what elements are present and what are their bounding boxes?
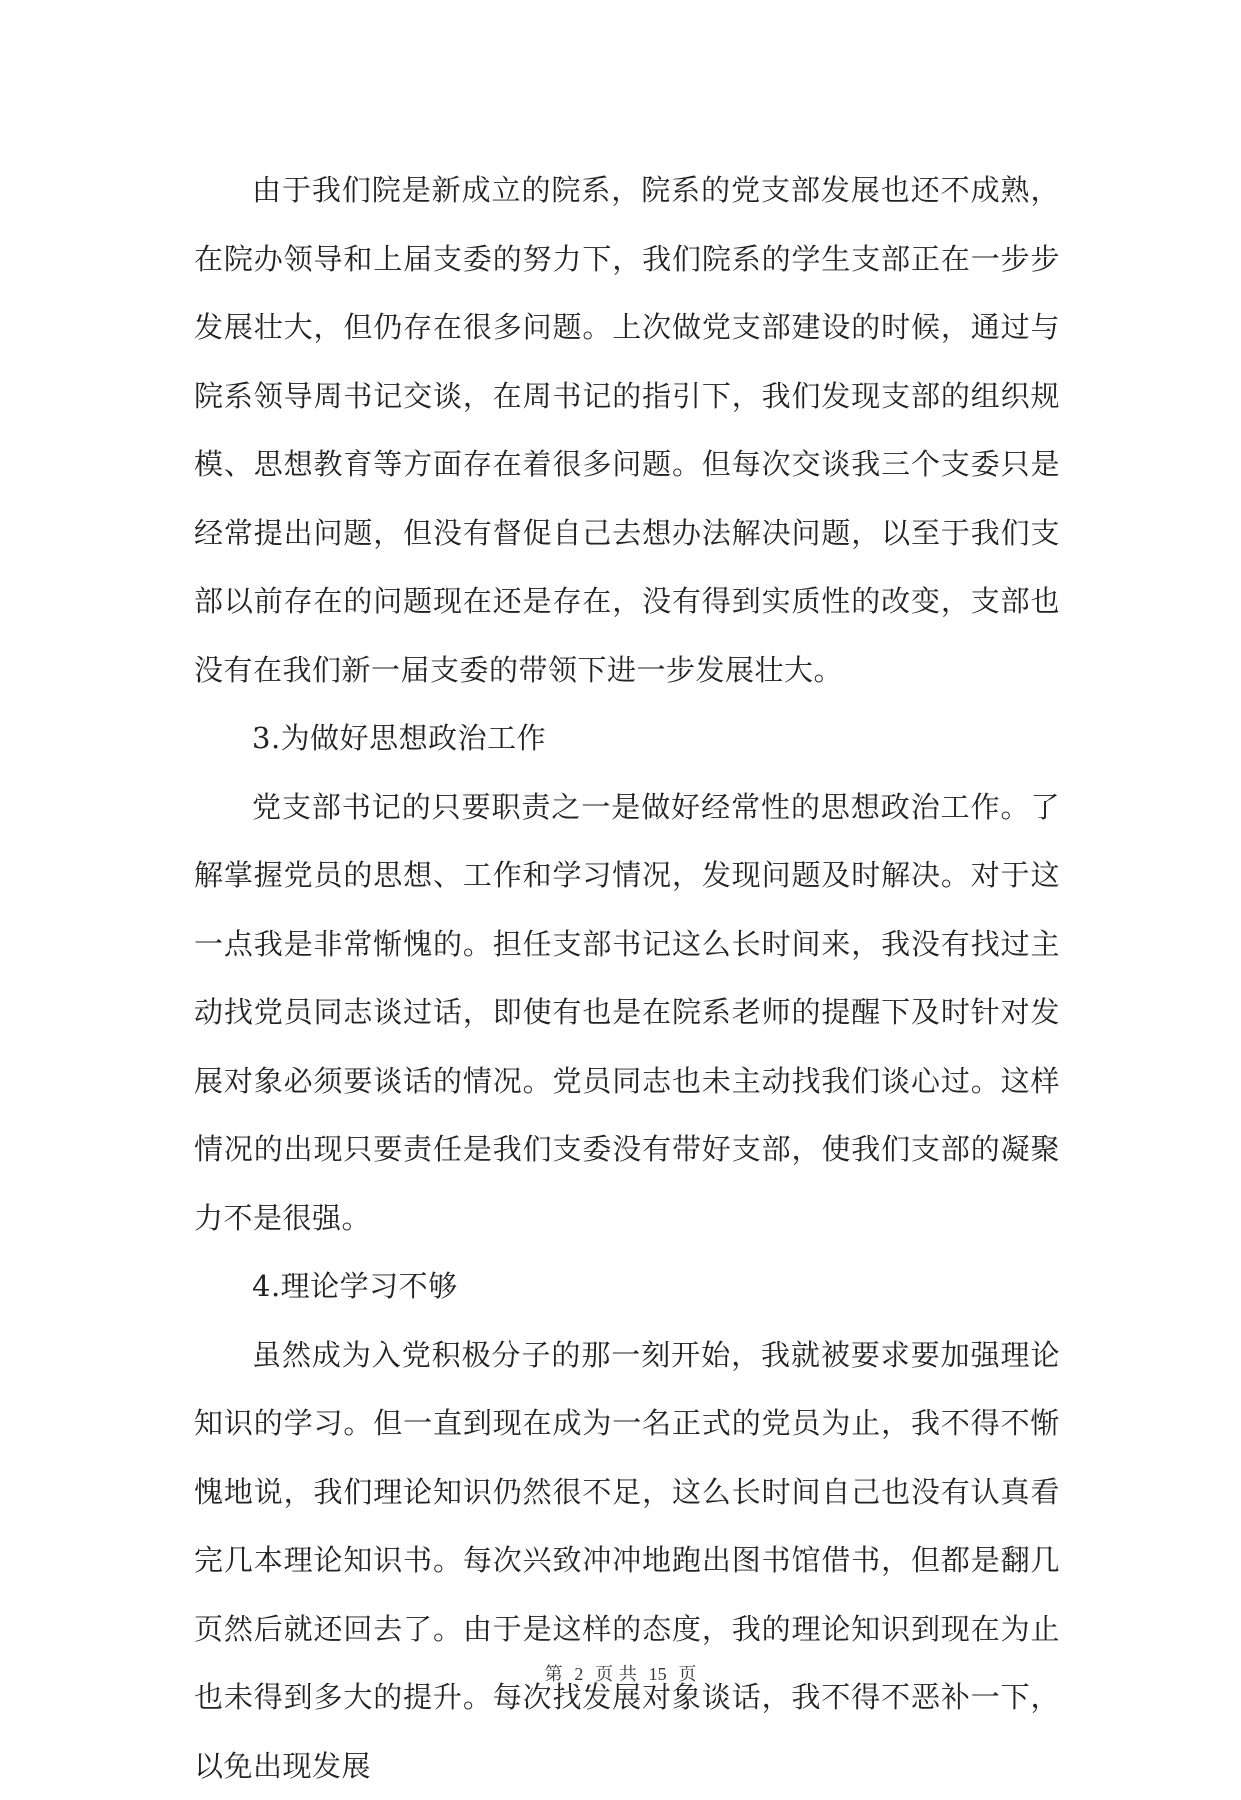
section-heading-political-work: 3.为做好思想政治工作	[194, 704, 1060, 773]
page-footer	[0, 1660, 1241, 1686]
footer-suffix: 页	[678, 1664, 696, 1685]
footer-prefix: 第	[545, 1664, 563, 1685]
section-heading-theory-study: 4.理论学习不够	[194, 1252, 1060, 1321]
document-body	[194, 156, 1060, 1800]
footer-total-pages: 15	[649, 1664, 667, 1684]
footer-middle: 页 共	[595, 1664, 637, 1685]
paragraph-branch-development: 由于我们院是新成立的院系，院系的党支部发展也还不成熟，在院办领导和上届支委的努力下，我们院系的学生支部正在一步步发展壮大，但仍存在很多问题。上次做党支部建设的时候，通过与院系领导周书记交谈，在周书记的指引下，我们发现支部的组织规模、思想教育等方面存在着很多问题。但每次交谈我三个支委只是经常提出问题，但没有督促自己去想办法解决问题，以至于我们支部以前存在的问题现在还是存在，没有得到实质性的改变，支部也没有在我们新一届支委的带领下进一步发展壮大。	[194, 156, 1060, 704]
footer-current-page: 2	[574, 1664, 583, 1684]
paragraph-political-work: 党支部书记的只要职责之一是做好经常性的思想政治工作。了解掌握党员的思想、工作和学习情况，发现问题及时解决。对于这一点我是非常惭愧的。担任支部书记这么长时间来，我没有找过主动找党员同志谈过话，即使有也是在院系老师的提醒下及时针对发展对象必须要谈话的情况。党员同志也未主动找我们谈心过。这样情况的出现只要责任是我们支委没有带好支部，使我们支部的凝聚力不是很强。	[194, 773, 1060, 1253]
paragraph-theory-study: 虽然成为入党积极分子的那一刻开始，我就被要求要加强理论知识的学习。但一直到现在成为一名正式的党员为止，我不得不惭愧地说，我们理论知识仍然很不足，这么长时间自己也没有认真看完几本理论知识书。每次兴致冲冲地跑出图书馆借书，但都是翻几页然后就还回去了。由于是这样的态度，我的理论知识到现在为止也未得到多大的提升。每次找发展对象谈话，我不得不恶补一下，以免出现发展	[194, 1321, 1060, 1800]
